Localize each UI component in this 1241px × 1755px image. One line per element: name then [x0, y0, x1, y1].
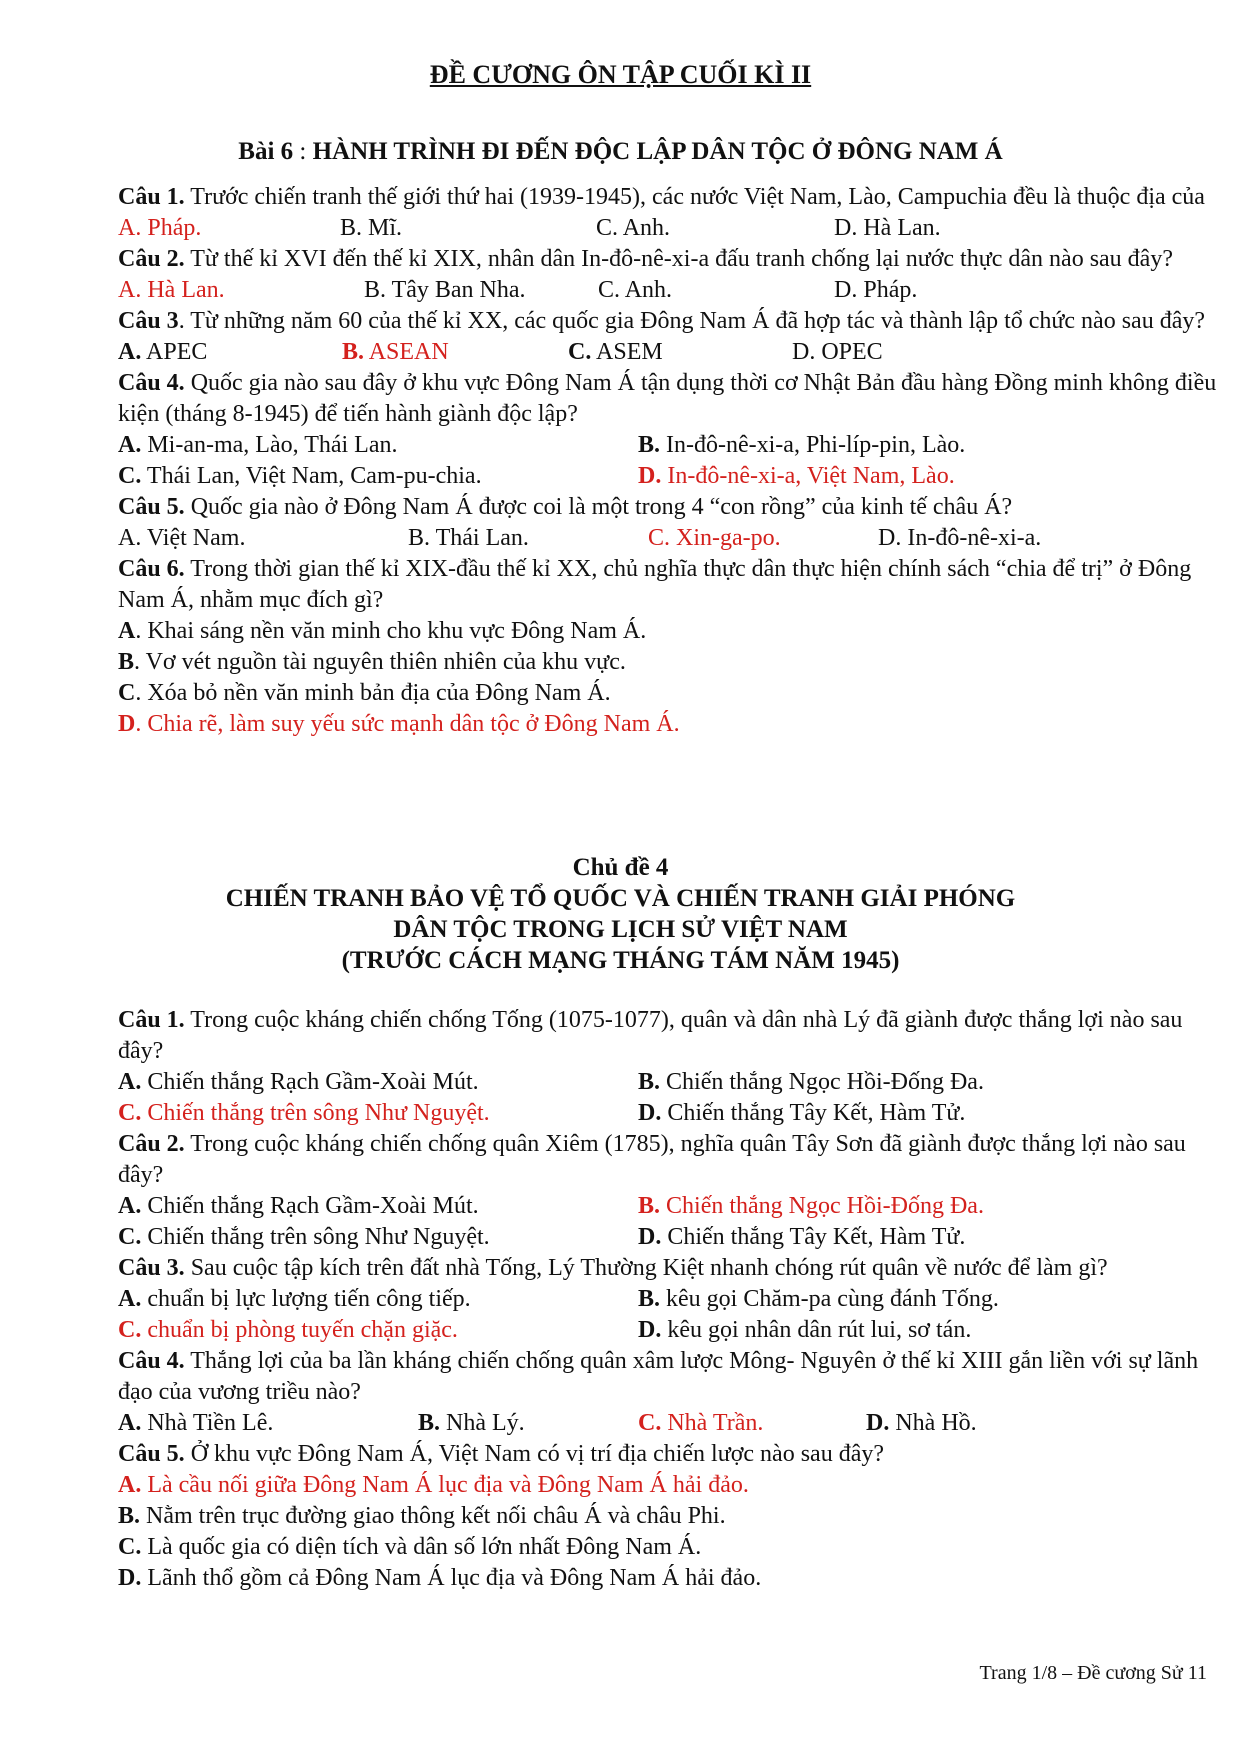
option-text: Nhà Lý.: [440, 1410, 525, 1436]
question: [118, 554, 1220, 616]
option-letter: B.: [638, 1286, 661, 1312]
topic-label: Chủ đề 4: [572, 854, 669, 881]
option-letter: C.: [648, 525, 671, 551]
answer-option: [118, 1191, 479, 1222]
option-letter: C.: [596, 215, 619, 241]
option-letter: B.: [118, 1503, 141, 1529]
question-text: Trong cuộc kháng chiến chống quân Xiêm (1785), nghĩa quân Tây Sơn đã giành được thắng lợi nào sau đây?: [118, 1131, 1186, 1188]
option-text: Chiến thắng Ngọc Hồi-Đống Đa.: [660, 1193, 984, 1219]
option-text: kêu gọi Chăm-pa cùng đánh Tống.: [660, 1286, 999, 1312]
answer-option: [118, 430, 397, 461]
answer-option: [792, 337, 883, 368]
question-number: Câu 4.: [118, 1348, 185, 1374]
answer-option: [638, 1098, 965, 1129]
answer-option: [118, 1098, 490, 1129]
question-text: Ở khu vực Đông Nam Á, Việt Nam có vị trí địa chiến lược nào sau đây?: [184, 1441, 885, 1467]
option-letter: B: [118, 649, 135, 675]
option-letter: A.: [118, 1286, 142, 1312]
answer-option: [118, 1470, 749, 1501]
option-letter: B.: [364, 277, 387, 303]
answer-option: [648, 523, 781, 554]
option-letter: D.: [638, 1317, 662, 1343]
answer-option: [638, 1222, 965, 1253]
answer-option: [118, 1067, 479, 1098]
answer-option: [596, 213, 670, 244]
answer-option: [340, 213, 402, 244]
option-text: kêu gọi nhân dân rút lui, sơ tán.: [661, 1317, 972, 1343]
answer-option: [418, 1408, 525, 1439]
option-text: Nhà Tiền Lê.: [141, 1410, 274, 1436]
question-number: Câu 6.: [118, 556, 185, 582]
answer-option: [568, 337, 663, 368]
option-letter: D.: [638, 463, 662, 489]
question-number: Câu 1.: [118, 1007, 185, 1033]
option-letter: A.: [118, 525, 142, 551]
option-text: APEC: [141, 339, 208, 365]
option-text: Thái Lan.: [430, 525, 529, 551]
question-text: Từ thế kỉ XVI đến thế kỉ XIX, nhân dân In-đô-nê-xi-a đấu tranh chống lại nước thực dân nào sau đây?: [184, 246, 1173, 272]
option-text: chuẩn bị phòng tuyến chặn giặc.: [141, 1317, 458, 1343]
option-letter: D.: [866, 1410, 890, 1436]
option-letter: D: [118, 711, 136, 737]
answer-option: [638, 1067, 984, 1098]
answer-option: [118, 1222, 490, 1253]
question: [118, 244, 1220, 275]
option-letter: B.: [638, 1069, 661, 1095]
option-text: Mi-an-ma, Lào, Thái Lan.: [141, 432, 398, 458]
answer-option: [118, 647, 626, 678]
question: [118, 306, 1220, 337]
option-letter: D.: [638, 1224, 662, 1250]
option-letter: C.: [118, 1534, 142, 1560]
option-text: Thái Lan, Việt Nam, Cam-pu-chia.: [141, 463, 482, 489]
answer-option: [364, 275, 526, 306]
option-text: Xin-ga-po.: [670, 525, 781, 551]
question: [118, 1439, 1220, 1470]
option-letter: C.: [568, 339, 592, 365]
option-letter: C.: [118, 1317, 142, 1343]
answer-option: [834, 275, 917, 306]
question: [118, 1346, 1220, 1408]
option-text: Chiến thắng Rạch Gầm-Xoài Mút.: [141, 1193, 479, 1219]
option-text: Chiến thắng trên sông Như Nguyệt.: [141, 1224, 490, 1250]
option-letter: C.: [118, 1224, 142, 1250]
option-letter: A: [118, 618, 136, 644]
topic-title-line1: CHIẾN TRANH BẢO VỆ TỔ QUỐC VÀ CHIẾN TRANH GIẢI PHÓNG: [225, 885, 1016, 912]
option-text: . Xóa bỏ nền văn minh bản địa của Đông Nam Á.: [135, 680, 611, 706]
answer-option: [834, 213, 941, 244]
option-letter: A.: [118, 1193, 142, 1219]
answer-option: [118, 1501, 726, 1532]
question: [118, 492, 1220, 523]
option-text: Anh.: [618, 215, 671, 241]
answer-option: [638, 461, 955, 492]
question-number: Câu 4.: [118, 370, 185, 396]
answer-option: [118, 1284, 471, 1315]
option-letter: A.: [118, 1069, 142, 1095]
option-letter: D.: [878, 525, 902, 551]
answer-option: [638, 1315, 971, 1346]
answer-option: [118, 1563, 761, 1594]
answer-option: [118, 678, 611, 709]
question: [118, 182, 1220, 213]
option-text: Là quốc gia có diện tích và dân số lớn nhất Đông Nam Á.: [141, 1534, 702, 1560]
topic-title-line2: DÂN TỘC TRONG LỊCH SỬ VIỆT NAM: [393, 916, 848, 943]
option-text: Mĩ.: [362, 215, 403, 241]
option-text: . Chia rẽ, làm suy yếu sức mạnh dân tộc ở Đông Nam Á.: [135, 711, 680, 737]
lesson-heading: Bài 6 : HÀNH TRÌNH ĐI ĐẾN ĐỘC LẬP DÂN TỘC Ở ĐÔNG NAM Á: [238, 138, 1003, 165]
option-letter: C.: [118, 1100, 142, 1126]
option-letter: C: [118, 680, 136, 706]
answer-option: [118, 616, 646, 647]
answer-option: [118, 1315, 458, 1346]
option-text: Chiến thắng Tây Kết, Hàm Tử.: [661, 1100, 966, 1126]
question-number: Câu 5.: [118, 1441, 185, 1467]
page-footer: Trang 1/8 – Đề cương Sử 11: [979, 1662, 1207, 1684]
option-text: ASEM: [591, 339, 663, 365]
question-number: Câu 2.: [118, 246, 185, 272]
option-letter: B.: [638, 1193, 661, 1219]
answer-option: [118, 523, 245, 554]
option-text: In-đô-nê-xi-a, Phi-líp-pin, Lào.: [660, 432, 966, 458]
lesson6-questions: [118, 182, 1220, 740]
answer-option: [118, 709, 680, 740]
answer-option: [118, 1532, 701, 1563]
option-text: In-đô-nê-xi-a.: [901, 525, 1042, 551]
option-text: Chiến thắng trên sông Như Nguyệt.: [141, 1100, 490, 1126]
topic4-questions: [118, 1005, 1220, 1594]
topic-title-line3: (TRƯỚC CÁCH MẠNG THÁNG TÁM NĂM 1945): [341, 947, 900, 974]
option-letter: D.: [834, 277, 858, 303]
question-text: Trong cuộc kháng chiến chống Tống (1075-1077), quân và dân nhà Lý đã giành được thắng lợi nào sau đây?: [118, 1007, 1183, 1064]
option-text: Nhà Trần.: [661, 1410, 764, 1436]
option-text: chuẩn bị lực lượng tiến công tiếp.: [141, 1286, 471, 1312]
option-letter: C.: [118, 463, 142, 489]
option-letter: A.: [118, 1472, 142, 1498]
question-text: Trong thời gian thế kỉ XIX-đầu thế kỉ XX, chủ nghĩa thực dân thực hiện chính sách “chia để trị” ở Đông Nam Á, nhằm mục đích gì?: [118, 556, 1192, 613]
option-letter: C.: [638, 1410, 662, 1436]
option-text: Nhà Hồ.: [889, 1410, 977, 1436]
question: [118, 368, 1220, 430]
question-text: Trước chiến tranh thế giới thứ hai (1939-1945), các nước Việt Nam, Lào, Campuchia đều là thuộc địa của: [184, 184, 1205, 210]
option-text: Pháp.: [857, 277, 918, 303]
option-letter: A.: [118, 432, 142, 458]
answer-option: [638, 430, 965, 461]
option-text: Là cầu nối giữa Đông Nam Á lục địa và Đông Nam Á hải đảo.: [141, 1472, 749, 1498]
option-letter: A.: [118, 1410, 142, 1436]
option-text: In-đô-nê-xi-a, Việt Nam, Lào.: [661, 463, 955, 489]
question-number: Câu 5.: [118, 494, 185, 520]
option-letter: A.: [118, 215, 142, 241]
question-number: Câu 3.: [118, 1255, 185, 1281]
answer-option: [638, 1191, 984, 1222]
option-letter: B.: [638, 432, 661, 458]
answer-option: [118, 337, 207, 368]
option-text: Hà Lan.: [857, 215, 941, 241]
option-letter: A.: [118, 277, 142, 303]
question: [118, 1129, 1220, 1191]
question: [118, 1253, 1220, 1284]
option-letter: B.: [342, 339, 365, 365]
answer-option: [638, 1408, 763, 1439]
option-letter: D.: [792, 339, 816, 365]
option-text: . Khai sáng nền văn minh cho khu vực Đông Nam Á.: [135, 618, 647, 644]
answer-option: [118, 275, 225, 306]
question-number: Câu 2.: [118, 1131, 185, 1157]
option-text: Tây Ban Nha.: [386, 277, 526, 303]
answer-option: [408, 523, 529, 554]
answer-option: [866, 1408, 977, 1439]
option-text: ASEAN: [364, 339, 449, 365]
option-text: Anh.: [620, 277, 673, 303]
option-letter: B.: [408, 525, 431, 551]
option-letter: D.: [834, 215, 858, 241]
option-text: Chiến thắng Ngọc Hồi-Đống Đa.: [660, 1069, 984, 1095]
answer-option: [342, 337, 449, 368]
option-text: Chiến thắng Rạch Gầm-Xoài Mút.: [141, 1069, 479, 1095]
option-letter: D.: [638, 1100, 662, 1126]
answer-option: [638, 1284, 999, 1315]
option-text: Việt Nam.: [141, 525, 246, 551]
answer-option: [598, 275, 672, 306]
option-text: . Vơ vét nguồn tài nguyên thiên nhiên của khu vực.: [134, 649, 626, 675]
question-number: Câu 1.: [118, 184, 185, 210]
question-text: Quốc gia nào sau đây ở khu vực Đông Nam Á tận dụng thời cơ Nhật Bản đầu hàng Đồng minh không điều kiện (tháng 8-1945) để tiến hành giành độc lập?: [118, 370, 1217, 427]
option-letter: B.: [340, 215, 363, 241]
option-letter: D.: [118, 1565, 142, 1591]
answer-option: [118, 461, 482, 492]
option-text: OPEC: [815, 339, 883, 365]
document-title: ĐỀ CƯƠNG ÔN TẬP CUỐI KÌ II: [429, 60, 812, 89]
option-letter: B.: [418, 1410, 441, 1436]
answer-option: [878, 523, 1041, 554]
answer-option: [118, 213, 201, 244]
question-text: Thắng lợi của ba lần kháng chiến chống quân xâm lược Mông- Nguyên ở thế kỉ XIII gắn liền với sự lãnh đạo của vương triều nào?: [118, 1348, 1199, 1405]
option-text: Pháp.: [141, 215, 202, 241]
question-text: . Từ những năm 60 của thế kỉ XX, các quốc gia Đông Nam Á đã hợp tác và thành lập tổ chức nào sau đây?: [178, 308, 1205, 334]
question: [118, 1005, 1220, 1067]
option-letter: A.: [118, 339, 142, 365]
option-letter: C.: [598, 277, 621, 303]
answer-option: [118, 1408, 273, 1439]
option-text: Nằm trên trục đường giao thông kết nối châu Á và châu Phi.: [140, 1503, 726, 1529]
question-text: Quốc gia nào ở Đông Nam Á được coi là một trong 4 “con rồng” của kinh tế châu Á?: [184, 494, 1013, 520]
option-text: Hà Lan.: [141, 277, 225, 303]
option-text: Lãnh thổ gồm cả Đông Nam Á lục địa và Đông Nam Á hải đảo.: [141, 1565, 762, 1591]
option-text: Chiến thắng Tây Kết, Hàm Tử.: [661, 1224, 966, 1250]
question-text: Sau cuộc tập kích trên đất nhà Tống, Lý Thường Kiệt nhanh chóng rút quân về nước để làm gì?: [184, 1255, 1108, 1281]
question-number: Câu 3: [118, 308, 179, 334]
